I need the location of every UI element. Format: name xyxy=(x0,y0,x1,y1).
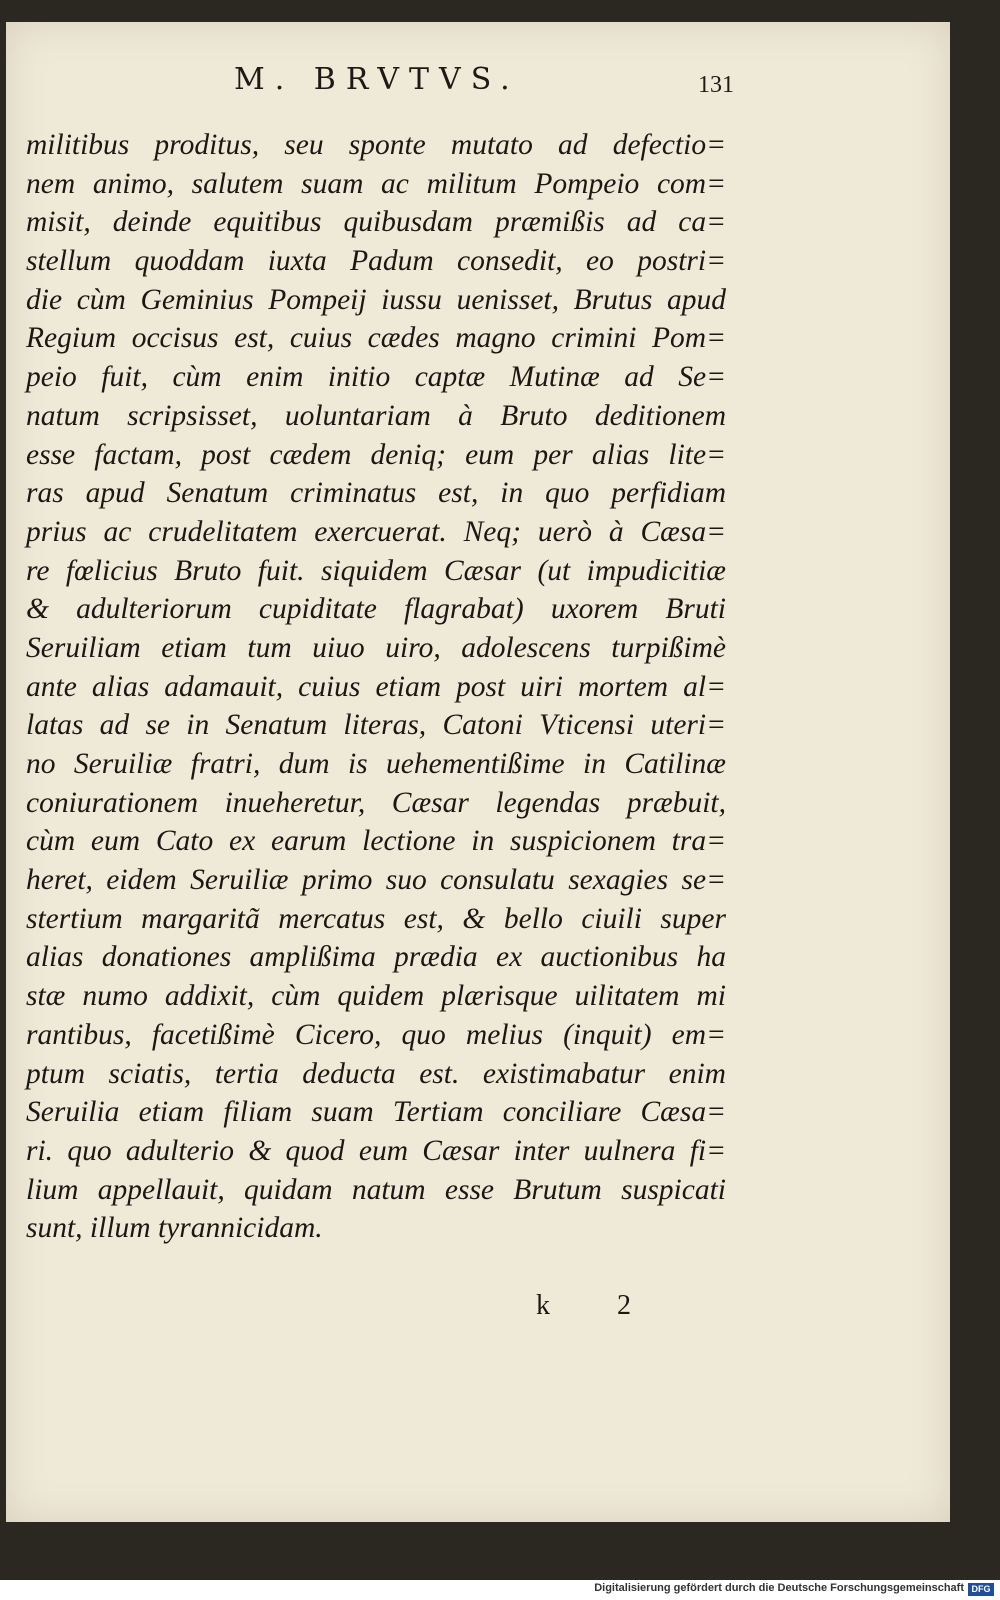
text-line: peio fuit, cùm enim initio captæ Mutinæ ad Se= xyxy=(26,361,726,394)
text-line: stellum quoddam iuxta Padum consedit, eo postri= xyxy=(26,245,726,278)
text-line: militibus proditus, seu sponte mutato ad defectio= xyxy=(26,129,726,161)
text-line: sunt, illum tyrannicidam. xyxy=(26,1212,323,1245)
text-line: misit, deinde equitibus quibusdam præmißis ad ca= xyxy=(26,206,726,239)
text-line: natum scripsisset, uoluntariam à Bruto deditionem xyxy=(26,399,726,432)
running-head: M. BRVTVS. xyxy=(234,62,520,97)
text-line: Regium occisus est, cuius cædes magno crimini Pom= xyxy=(26,322,726,355)
body-text xyxy=(26,126,726,1248)
text-line: no Seruiliæ fratri, dum is uehementißime in Catilinæ xyxy=(26,748,726,780)
text-line: ptum sciatis, tertia deducta est. existimabatur enim xyxy=(26,1057,726,1090)
text-line: heret, eidem Seruiliæ primo suo consulatu sexagies se= xyxy=(26,864,726,897)
text-line: nem animo, salutem suam ac militum Pompeio com= xyxy=(26,167,726,200)
digitization-credit: Digitalisierung gefördert durch die Deutsche Forschungsgemeinschaft xyxy=(594,1582,964,1594)
text-line: alias donationes amplißima prædia ex auctionibus ha xyxy=(26,941,726,974)
signature-mark: k 2 xyxy=(536,1290,661,1321)
text-line: ri. quo adulterio & quod eum Cæsar inter uulnera fi= xyxy=(26,1134,726,1167)
folio-number: 131 xyxy=(698,72,734,98)
text-line: stertium margaritã mercatus est, & bello ciuili super xyxy=(26,902,726,935)
text-line: lium appellauit, quidam natum esse Brutum suspicati xyxy=(26,1173,726,1206)
text-line: Seruilia etiam filiam suam Tertiam conciliare Cæsa= xyxy=(26,1096,726,1129)
text-line: esse factam, post cædem deniq; eum per alias lite= xyxy=(26,438,726,471)
text-line: die cùm Geminius Pompeij iussu uenisset, Brutus apud xyxy=(26,283,726,316)
text-line: stæ numo addixit, cùm quidem plærisque uilitatem mi xyxy=(26,980,726,1013)
text-line: latas ad se in Senatum literas, Catoni Vticensi uteri= xyxy=(26,709,726,742)
text-line: Seruiliam etiam tum uiuo uiro, adolescens turpißimè xyxy=(26,631,726,664)
text-line: ante alias adamauit, cuius etiam post uiri mortem al= xyxy=(26,670,726,703)
text-line: re fœlicius Bruto fuit. siquidem Cæsar (ut impudicitiæ xyxy=(26,554,726,587)
text-line: prius ac crudelitatem exercuerat. Neq; uerò à Cæsa= xyxy=(26,515,726,548)
text-line: rantibus, facetißimè Cicero, quo melius (inquit) em= xyxy=(26,1018,726,1051)
text-line: coniurationem inueheretur, Cæsar legendas præbuit, xyxy=(26,786,726,819)
text-line: & adulteriorum cupiditate flagrabat) uxorem Bruti xyxy=(26,593,726,626)
footer-bar xyxy=(0,1580,1000,1600)
dfg-logo: DFG xyxy=(968,1583,994,1596)
book-page xyxy=(6,22,950,1522)
text-line: ras apud Senatum criminatus est, in quo perfidiam xyxy=(26,477,726,510)
page-header xyxy=(6,62,950,112)
text-line: cùm eum Cato ex earum lectione in suspicionem tra= xyxy=(26,825,726,858)
